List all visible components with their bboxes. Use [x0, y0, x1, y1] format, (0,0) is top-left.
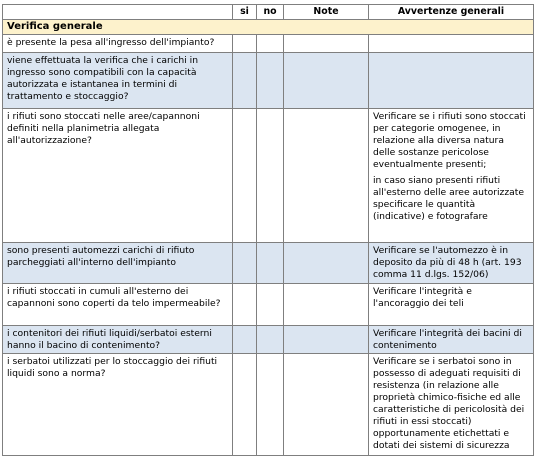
avvertenza-text: in caso siano presenti rifiuti all'esterno delle aree autorizzate specificare le quantità (indicative) e fotografare: [373, 175, 525, 222]
header-row: [3, 5, 534, 20]
avvertenza-text: Verificare se i rifiuti sono stoccati per categorie omogenee, in relazione alla diversa natura delle sostanze pericolose eventualmente presenti;: [373, 111, 526, 170]
si-cell[interactable]: [233, 35, 257, 53]
table-row: [3, 354, 534, 456]
note-cell[interactable]: [284, 243, 369, 284]
no-cell[interactable]: [257, 354, 284, 456]
table-row: [3, 243, 534, 284]
no-cell[interactable]: [257, 53, 284, 109]
header-question: [3, 5, 233, 20]
no-cell[interactable]: [257, 326, 284, 354]
question-cell: i serbatoi utilizzati per lo stoccaggio dei rifiuti liquidi sono a norma?: [3, 354, 233, 456]
note-cell[interactable]: [284, 284, 369, 326]
question-cell: i rifiuti stoccati in cumuli all'esterno dei capannoni sono coperti da telo impermeabile?: [3, 284, 233, 326]
si-cell[interactable]: [233, 354, 257, 456]
table-row: [3, 326, 534, 354]
no-cell[interactable]: [257, 109, 284, 243]
avvertenze-cell: [369, 284, 534, 326]
avvertenze-cell: [369, 53, 534, 109]
header-si: si: [233, 5, 257, 20]
note-cell[interactable]: [284, 326, 369, 354]
no-cell[interactable]: [257, 284, 284, 326]
note-cell[interactable]: [284, 109, 369, 243]
note-cell[interactable]: [284, 354, 369, 456]
no-cell[interactable]: [257, 243, 284, 284]
avvertenze-cell: [369, 326, 534, 354]
si-cell[interactable]: [233, 53, 257, 109]
no-cell[interactable]: [257, 35, 284, 53]
question-cell: è presente la pesa all'ingresso dell'impianto?: [3, 35, 233, 53]
avvertenza-text: Verificare se i serbatoi sono in possesso di adeguati requisiti di resistenza (in relazione alle proprietà chimico-fisiche ed alle caratteristiche di pericolosità dei rifiuti in essi stoccati) opportunamente etichettati e dotati dei sistemi di sicurezza: [373, 356, 525, 451]
section-row: [3, 20, 534, 35]
si-cell[interactable]: [233, 243, 257, 284]
header-note: Note: [284, 5, 369, 20]
avvertenze-cell: [369, 243, 534, 284]
table-row: [3, 53, 534, 109]
section-title: Verifica generale: [3, 20, 534, 35]
question-cell: viene effettuata la verifica che i carichi in ingresso sono compatibili con la capacità autorizzata e istantanea in termini di trattamento e stoccaggio?: [3, 53, 233, 109]
question-cell: i contenitori dei rifiuti liquidi/serbatoi esterni hanno il bacino di contenimento?: [3, 326, 233, 354]
avvertenza-text: Verificare l'integrità e l'ancoraggio dei teli: [373, 286, 472, 309]
avvertenze-cell: [369, 109, 534, 243]
si-cell[interactable]: [233, 284, 257, 326]
header-avvertenze: Avvertenze generali: [369, 5, 534, 20]
si-cell[interactable]: [233, 109, 257, 243]
note-cell[interactable]: [284, 35, 369, 53]
avvertenza-text: Verificare l'integrità dei bacini di contenimento: [373, 328, 522, 351]
header-no: no: [257, 5, 284, 20]
avvertenze-cell: [369, 35, 534, 53]
avvertenza-text: Verificare se l'automezzo è in deposito da più di 48 h (art. 193 comma 11 d.lgs. 152/06): [373, 245, 522, 280]
si-cell[interactable]: [233, 326, 257, 354]
table-row: [3, 35, 534, 53]
question-cell: i rifiuti sono stoccati nelle aree/capannoni definiti nella planimetria allegata all'autorizzazione?: [3, 109, 233, 243]
table-row: [3, 284, 534, 326]
table-row: [3, 109, 534, 243]
question-cell: sono presenti automezzi carichi di rifiuto parcheggiati all'interno dell'impianto: [3, 243, 233, 284]
checklist-table: [2, 4, 534, 456]
avvertenze-cell: [369, 354, 534, 456]
note-cell[interactable]: [284, 53, 369, 109]
